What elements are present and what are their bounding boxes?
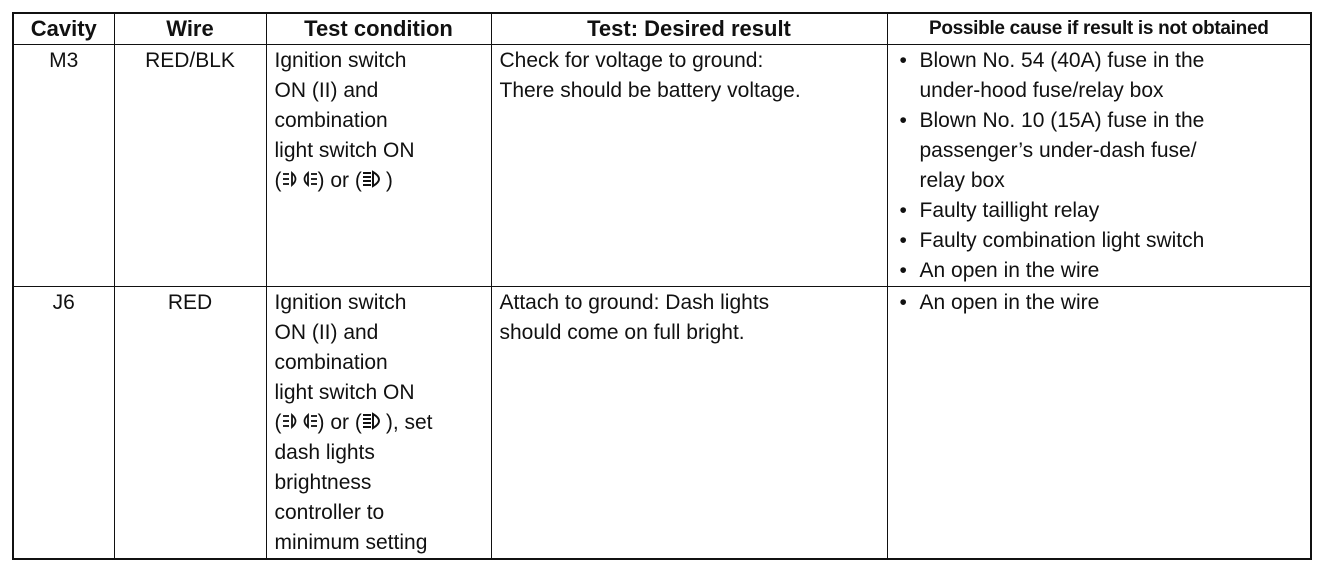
header-possible-cause: Possible cause if result is not obtained bbox=[887, 13, 1311, 45]
condition-line: minimum setting bbox=[274, 531, 428, 554]
symbol-mid: ) or ( bbox=[317, 169, 362, 192]
cause-item bbox=[896, 196, 1305, 226]
condition-symbol-line bbox=[275, 166, 485, 196]
cavity-cell: J6 bbox=[13, 287, 114, 560]
symbol-close: ), set bbox=[385, 411, 433, 434]
parking-lights-icon bbox=[282, 411, 318, 431]
result-line: Check for voltage to ground: bbox=[499, 49, 764, 72]
bullet: • bbox=[899, 109, 907, 132]
bullet: • bbox=[899, 259, 907, 282]
cavity-cell: M3 bbox=[13, 45, 114, 287]
cause-line: An open in the wire bbox=[919, 291, 1100, 314]
condition-line: Ignition switch bbox=[274, 291, 407, 314]
cause-line: Blown No. 10 (15A) fuse in the bbox=[919, 109, 1205, 132]
desired-result-cell bbox=[491, 287, 887, 560]
cause-item bbox=[896, 46, 1305, 106]
desired-result-cell bbox=[491, 45, 887, 287]
table-row bbox=[13, 45, 1311, 287]
cause-item bbox=[896, 106, 1305, 196]
symbol-mid: ) or ( bbox=[317, 411, 362, 434]
bullet: • bbox=[899, 291, 907, 314]
condition-line: brightness bbox=[274, 471, 372, 494]
symbol-open: ( bbox=[274, 169, 282, 192]
cause-list bbox=[896, 288, 1305, 318]
condition-line: combination bbox=[274, 351, 388, 374]
condition-line: combination bbox=[274, 109, 388, 132]
test-condition-cell bbox=[266, 45, 491, 287]
bullet: • bbox=[899, 199, 907, 222]
test-condition-cell bbox=[266, 287, 491, 560]
wire-cell: RED bbox=[114, 287, 266, 560]
cause-item bbox=[896, 288, 1305, 318]
result-line: There should be battery voltage. bbox=[499, 79, 801, 102]
cause-item bbox=[896, 226, 1305, 256]
condition-line: ON (II) and bbox=[274, 321, 379, 344]
headlight-icon bbox=[362, 411, 386, 431]
header-desired-result: Test: Desired result bbox=[491, 13, 887, 45]
headlight-icon bbox=[362, 169, 386, 189]
result-line: Attach to ground: Dash lights bbox=[499, 291, 770, 314]
cause-line: under-hood fuse/relay box bbox=[919, 79, 1164, 102]
cause-line: passenger’s under-dash fuse/ bbox=[919, 139, 1197, 162]
condition-line: ON (II) and bbox=[274, 79, 379, 102]
header-wire: Wire bbox=[114, 13, 266, 45]
cause-line: Faulty combination light switch bbox=[919, 229, 1205, 252]
parking-lights-icon bbox=[282, 169, 318, 189]
cause-line: An open in the wire bbox=[919, 259, 1100, 282]
condition-symbol-line bbox=[275, 408, 485, 438]
wiring-test-table bbox=[12, 12, 1312, 560]
table-row bbox=[13, 287, 1311, 560]
header-row bbox=[13, 13, 1311, 45]
condition-line: controller to bbox=[274, 501, 385, 524]
bullet: • bbox=[899, 229, 907, 252]
cause-item bbox=[896, 256, 1305, 286]
condition-line: light switch ON bbox=[274, 139, 415, 162]
possible-cause-cell bbox=[887, 287, 1311, 560]
symbol-close: ) bbox=[385, 169, 393, 192]
bullet: • bbox=[899, 49, 907, 72]
header-test-condition: Test condition bbox=[266, 13, 491, 45]
cause-line: Blown No. 54 (40A) fuse in the bbox=[919, 49, 1205, 72]
result-line: should come on full bright. bbox=[499, 321, 745, 344]
cause-line: relay box bbox=[919, 169, 1005, 192]
header-cavity: Cavity bbox=[13, 13, 114, 45]
condition-line: dash lights bbox=[274, 441, 375, 464]
cause-list bbox=[896, 46, 1305, 286]
possible-cause-cell bbox=[887, 45, 1311, 287]
wire-cell: RED/BLK bbox=[114, 45, 266, 287]
condition-line: Ignition switch bbox=[274, 49, 407, 72]
condition-line: light switch ON bbox=[274, 381, 415, 404]
cause-line: Faulty taillight relay bbox=[919, 199, 1100, 222]
symbol-open: ( bbox=[274, 411, 282, 434]
